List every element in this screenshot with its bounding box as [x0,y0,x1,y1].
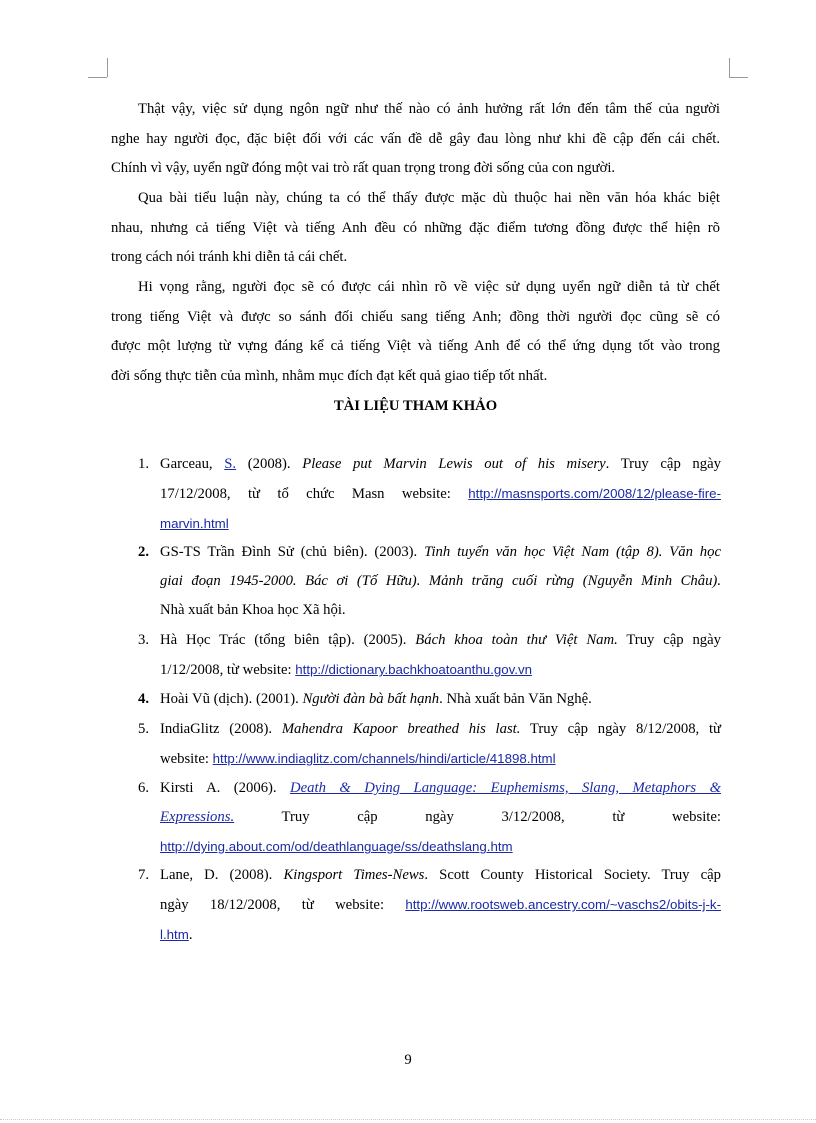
reference-line [160,596,721,625]
paragraph-3 [111,273,720,391]
reference-title: Tinh tuyển văn học Việt Nam (tập 8). Văn học [424,544,721,560]
reference-item-4 [111,685,721,714]
reference-source-text: 17/12/2008, từ tổ chức Masn website: [160,486,469,503]
paragraph-2 [111,184,720,273]
crop-mark-top-right-vertical [729,58,730,77]
reference-author: Hà Học Trác (tổng biên tập). (2005). [160,632,416,648]
crop-mark-top-left-horizontal [88,77,107,78]
reference-url-link-continued[interactable]: marvin.html [160,516,229,532]
reference-item-3 [111,626,721,685]
reference-line [160,861,721,890]
crop-mark-top-right-horizontal [729,77,748,78]
reference-number: 5. [138,721,150,737]
reference-url-link[interactable]: http://dictionary.bachkhoatoanthu.gov.vn [295,662,533,678]
reference-title-link[interactable]: Death & Dying Language: Euphemisms, Slang, Metaphors & [290,780,721,796]
reference-title: Người đàn bà bất hạnh [302,691,440,707]
reference-item-1 [111,450,721,540]
reference-url-link-continued[interactable]: l.htm [160,927,189,943]
reference-end-punctuation: . [188,927,193,944]
reference-access-text: Truy cập ngày 3/12/2008, từ website: [234,809,721,826]
reference-number: 6. [138,780,150,796]
reference-line [160,509,721,539]
reference-author: IndiaGlitz (2008). [160,721,282,737]
reference-line [160,567,721,596]
reference-item-6 [111,774,721,863]
paragraph-line: đời sống thực tiễn của mình, nhằm mục đích đạt kết quả giao tiếp tốt nhất. [111,367,548,384]
reference-title: Please put Marvin Lewis out of his misery [302,456,606,472]
reference-line [160,920,721,950]
reference-title-continued: giai đoạn 1945-2000. Bác ơi (Tố Hữu). Mảnh trăng cuối rừng (Nguyễn Minh Châu). [160,573,721,590]
reference-publisher: . Scott County Historical Society. Truy cập [424,867,722,883]
reference-author: Hoài Vũ (dịch). (2001). [160,691,303,707]
reference-line [160,450,721,479]
paragraph-1 [111,95,720,184]
reference-number: 3. [138,632,150,648]
reference-author: Lane, D. (2008). [160,867,284,883]
reference-item-7 [111,861,721,951]
reference-line [160,655,721,685]
reference-source-text: ngày 18/12/2008, từ website: [160,897,406,914]
paragraph-line: trong tiếng Việt và được so sánh đối chiếu sang tiếng Anh; đồng thời người đọc cũng sẽ có [111,308,720,325]
reference-title-link-continued[interactable]: Expressions. [160,809,235,826]
reference-number: 7. [138,867,150,883]
crop-mark-top-left-vertical [107,58,108,77]
reference-source-text: 1/12/2008, từ website: [160,662,296,679]
reference-url-link[interactable]: http://masnsports.com/2008/12/please-fire- [468,486,721,502]
reference-line [160,890,721,920]
reference-line [160,803,721,832]
reference-url-link[interactable]: http://www.rootsweb.ancestry.com/~vaschs2/obits-j-k- [405,897,721,913]
references-heading: TÀI LIỆU THAM KHẢO [333,398,498,414]
paragraph-line: trong cách nói tránh khi diễn tả cái chết. [111,249,348,266]
reference-line [160,626,721,655]
reference-line [160,715,721,744]
reference-access-text: . Truy cập ngày [605,456,721,472]
reference-title: Kingsport Times-News [283,867,425,883]
reference-line [160,685,721,714]
reference-number: 1. [138,456,150,472]
reference-title: Mahendra Kapoor breathed his last. [281,721,521,737]
reference-line [160,744,721,774]
reference-url-link[interactable]: http://www.indiaglitz.com/channels/hindi/article/41898.html [212,751,556,767]
reference-item-2 [111,538,721,626]
reference-author: Kirsti A. (2006). [160,780,291,796]
reference-number: 2. [138,544,150,560]
paragraph-line: Qua bài tiểu luận này, chúng ta có thể thấy được mặc dù thuộc hai nền văn hóa khác biệt [138,190,720,206]
paragraph-line: nhau, nhưng cả tiếng Việt và tiếng Anh đều có những đặc điểm tương đồng được thể hiện rõ [111,219,720,236]
reference-publisher: . Nhà xuất bản Văn Nghệ. [439,691,592,707]
paragraph-line: được một lượng từ vựng đáng kể cả tiếng Việt và tiếng Anh để có thể ứng dụng tốt vào trong [111,338,720,355]
reference-publisher: Nhà xuất bản Khoa học Xã hội. [160,602,346,619]
author-initial-link[interactable]: S. [224,456,237,472]
reference-line [160,832,721,862]
reference-item-5 [111,715,721,774]
paragraph-line: nghe hay người đọc, đặc biệt đối với các vấn đề dễ gây đau lòng như khi đề cập đến cái chết. [111,130,720,147]
reference-line [160,538,721,567]
reference-author: Garceau, [160,456,225,472]
reference-source-text: website: [160,751,213,768]
page-number: 9 [404,1052,412,1068]
reference-access-text: Truy cập ngày 8/12/2008, từ [520,721,721,737]
reference-title: Bách khoa toàn thư Việt Nam. [415,632,618,648]
reference-line [160,479,721,509]
reference-number: 4. [138,691,150,707]
reference-line [160,774,721,803]
reference-year: (2008). [236,456,303,472]
paragraph-line: Chính vì vậy, uyển ngữ đóng một vai trò rất quan trọng trong đời sống của con người. [111,160,616,177]
paragraph-line: Hi vọng rằng, người đọc sẽ có được cái nhìn rõ về việc sử dụng uyển ngữ diễn tả từ chết [138,279,720,295]
reference-url-link[interactable]: http://dying.about.com/od/deathlanguage/ss/deathslang.htm [160,839,513,855]
paragraph-line: Thật vậy, việc sử dụng ngôn ngữ như thế nào có ảnh hưởng rất lớn đến tâm thế của người [138,101,720,117]
reference-access-text: Truy cập ngày [617,632,722,648]
reference-author: GS-TS Trần Đình Sử (chủ biên). (2003). [160,544,425,560]
page-bottom-divider [0,1119,816,1120]
